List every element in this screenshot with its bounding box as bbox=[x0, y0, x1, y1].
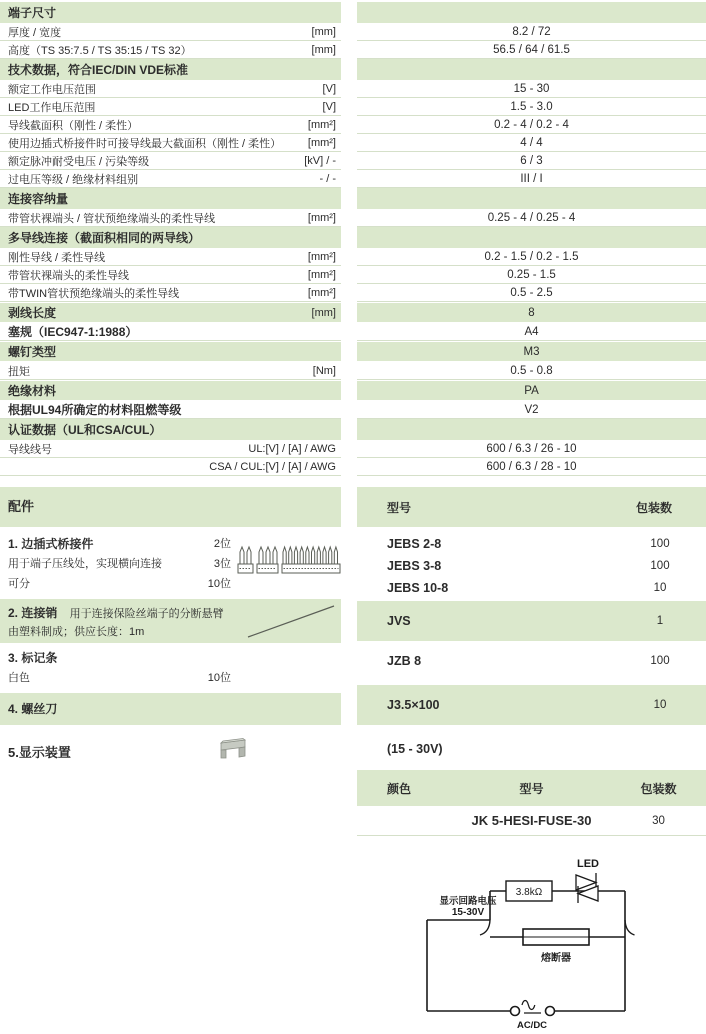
spec-value: 1.5 - 3.0 bbox=[510, 100, 553, 113]
model-row bbox=[357, 738, 706, 760]
spec-value: 15 - 30 bbox=[513, 82, 550, 95]
model-qty: 100 bbox=[650, 560, 670, 572]
fuse-label: 熔断器 bbox=[541, 953, 571, 964]
spec-label: 认证数据（UL和CSA/CUL） bbox=[8, 423, 162, 437]
accessory-pin bbox=[0, 599, 341, 643]
accessory-pin-material: 由塑料制成；供应长度：1m bbox=[8, 626, 145, 638]
bridge-pos-10: 10位 bbox=[207, 578, 231, 590]
spec-row bbox=[0, 284, 706, 302]
spec-label: 额定脉冲耐受电压 / 污染等级 bbox=[8, 155, 150, 168]
spec-value: 56.5 / 64 / 61.5 bbox=[493, 43, 570, 56]
spec-unit: [mm] bbox=[311, 43, 336, 56]
spec-row bbox=[0, 342, 706, 361]
fuse-qty-column-header: 包装数 bbox=[640, 781, 677, 796]
spec-label: 绝缘材料 bbox=[8, 384, 57, 398]
spec-unit: - / - bbox=[319, 172, 336, 185]
spec-label: 额定工作电压范围 bbox=[8, 83, 96, 96]
spec-value: 0.2 - 4 / 0.2 - 4 bbox=[494, 118, 569, 131]
spec-unit: [V] bbox=[322, 82, 336, 95]
accessory-bridge-divisible: 可分 bbox=[8, 578, 30, 590]
model-name: JEBS 10-8 bbox=[387, 581, 449, 595]
model-row bbox=[357, 577, 706, 599]
model-row bbox=[357, 650, 706, 672]
led-label: LED bbox=[577, 858, 599, 870]
spec-value: 0.25 - 1.5 bbox=[507, 268, 556, 281]
model-name: JVS bbox=[387, 614, 411, 628]
spec-value: 4 / 4 bbox=[520, 136, 543, 149]
spec-unit: [Nm] bbox=[312, 364, 336, 377]
model-group bbox=[357, 650, 706, 672]
spec-unit: [mm] bbox=[311, 25, 336, 38]
spec-row bbox=[0, 401, 706, 419]
fuse-qty: 30 bbox=[652, 814, 665, 827]
fuse-model: JK 5-HESI-FUSE-30 bbox=[471, 813, 592, 828]
voltage-label-line1: 显示回路电压 bbox=[439, 896, 497, 907]
spec-value: III / I bbox=[520, 172, 543, 185]
spec-row bbox=[0, 98, 706, 116]
model-group bbox=[357, 533, 706, 599]
spec-value: M3 bbox=[523, 345, 540, 358]
spec-label: 过电压等级 / 绝缘材料组别 bbox=[8, 173, 139, 186]
accessories-right-column bbox=[357, 487, 706, 836]
model-row bbox=[357, 555, 706, 577]
spec-row bbox=[0, 419, 706, 440]
accessory-display bbox=[0, 737, 341, 763]
spec-table bbox=[0, 2, 706, 476]
spec-row bbox=[0, 440, 706, 458]
accessories-header: 配件 bbox=[0, 487, 341, 527]
spec-value: PA bbox=[524, 384, 539, 397]
model-group bbox=[357, 601, 706, 641]
accessories-section bbox=[0, 487, 706, 836]
spec-unit: [mm²] bbox=[307, 211, 336, 224]
accessory-bridge-title: 1. 边插式桥接件 bbox=[8, 536, 94, 551]
accessory-pin-desc: 用于连接保险丝端子的分断悬臂 bbox=[69, 608, 224, 620]
spec-label: 根据UL94所确定的材料阻燃等级 bbox=[8, 403, 182, 417]
accessory-marker-title: 3. 标记条 bbox=[8, 651, 58, 665]
spec-value: 6 / 3 bbox=[520, 154, 543, 167]
spec-label: 带管状裸端头的柔性导线 bbox=[8, 269, 129, 282]
accessory-screwdriver bbox=[0, 693, 341, 725]
model-name: J3.5×100 bbox=[387, 698, 440, 712]
model-table-header bbox=[357, 487, 706, 527]
spec-row bbox=[0, 116, 706, 134]
spec-label: 导线截面积（刚性 / 柔性） bbox=[8, 119, 139, 132]
spec-label: 导线线号 bbox=[8, 443, 52, 456]
spec-row bbox=[0, 59, 706, 80]
spec-row bbox=[0, 227, 706, 248]
spec-row bbox=[0, 209, 706, 227]
spec-unit: [mm] bbox=[311, 306, 336, 319]
model-group bbox=[357, 685, 706, 725]
spec-value: 0.25 - 4 / 0.25 - 4 bbox=[487, 211, 576, 224]
spec-unit: [kV] / - bbox=[304, 154, 336, 167]
spec-label: 端子尺寸 bbox=[8, 6, 57, 20]
marker-pos-10: 10位 bbox=[207, 672, 231, 684]
spec-unit: UL:[V] / [A] / AWG bbox=[248, 442, 336, 455]
spec-label: 塞规（IEC947-1:1988） bbox=[8, 325, 138, 339]
spec-label: 多导线连接（截面积相同的两导线） bbox=[8, 231, 201, 245]
model-row bbox=[357, 610, 706, 632]
fuse-table-row bbox=[357, 806, 706, 836]
source-label: AC/DC bbox=[516, 1020, 548, 1031]
model-row bbox=[357, 533, 706, 555]
spec-value: 8 bbox=[528, 306, 535, 319]
model-qty: 1 bbox=[656, 615, 664, 627]
spec-value: 0.5 - 2.5 bbox=[510, 286, 553, 299]
model-group bbox=[357, 738, 706, 760]
accessory-pin-title: 2. 连接销 bbox=[8, 606, 58, 620]
spec-value: 0.2 - 1.5 / 0.2 - 1.5 bbox=[484, 250, 579, 263]
model-name: JEBS 3-8 bbox=[387, 559, 442, 573]
spec-label: 技术数据，符合IEC/DIN VDE标准 bbox=[8, 63, 189, 77]
spec-label: 高度（TS 35:7.5 / TS 35:15 / TS 32） bbox=[8, 44, 192, 57]
spec-unit: [V] bbox=[322, 100, 336, 113]
spec-label: LED工作电压范围 bbox=[8, 101, 96, 114]
model-row bbox=[357, 694, 706, 716]
spec-label: 带TWIN管状预绝缘端头的柔性导线 bbox=[8, 287, 180, 300]
accessory-display-title: 5.显示装置 bbox=[8, 745, 71, 760]
bridge-pos-2: 2位 bbox=[213, 538, 231, 550]
resistor-value: 3.8kΩ bbox=[515, 887, 543, 898]
spec-value: 600 / 6.3 / 26 - 10 bbox=[486, 442, 577, 455]
voltage-label-line2: 15-30V bbox=[451, 907, 485, 918]
spec-label: 连接容纳量 bbox=[8, 192, 69, 206]
spec-value: 8.2 / 72 bbox=[512, 25, 551, 38]
spec-row bbox=[0, 188, 706, 209]
connecting-pin-icon bbox=[245, 601, 337, 646]
accessory-screwdriver-title: 4. 螺丝刀 bbox=[8, 702, 58, 716]
bridge-comb-icon bbox=[237, 543, 341, 580]
accessory-bridge bbox=[0, 533, 341, 593]
spec-row bbox=[0, 152, 706, 170]
bridge-pos-3: 3位 bbox=[213, 558, 231, 570]
spec-unit: [mm²] bbox=[307, 286, 336, 299]
accessory-marker-color: 白色 bbox=[8, 672, 30, 684]
spec-unit: CSA / CUL:[V] / [A] / AWG bbox=[209, 460, 336, 473]
spec-row bbox=[0, 80, 706, 98]
model-qty: 100 bbox=[650, 655, 670, 667]
spec-row bbox=[0, 458, 706, 476]
spec-label: 剥线长度 bbox=[8, 306, 57, 320]
spec-unit: [mm²] bbox=[307, 136, 336, 149]
model-name: (15 - 30V) bbox=[387, 742, 443, 756]
spec-row bbox=[0, 266, 706, 284]
spec-row bbox=[0, 303, 706, 322]
display-device-icon bbox=[218, 737, 341, 766]
model-name: JZB 8 bbox=[387, 654, 422, 668]
fuse-model-column-header: 型号 bbox=[519, 781, 544, 796]
accessory-marker bbox=[0, 649, 341, 687]
model-qty: 10 bbox=[653, 582, 667, 594]
spec-row bbox=[0, 23, 706, 41]
spec-unit: [mm²] bbox=[307, 250, 336, 263]
spec-row bbox=[0, 2, 706, 23]
model-qty: 10 bbox=[653, 699, 667, 711]
spec-label: 螺钉类型 bbox=[8, 345, 57, 359]
spec-label: 扭矩 bbox=[8, 365, 30, 378]
spec-row bbox=[0, 170, 706, 188]
spec-row bbox=[0, 323, 706, 341]
qty-column-header: 包装数 bbox=[635, 500, 672, 515]
spec-value: 0.5 - 0.8 bbox=[510, 364, 553, 377]
color-column-header: 颜色 bbox=[387, 781, 412, 796]
accessories-left-column bbox=[0, 487, 341, 836]
spec-row bbox=[0, 381, 706, 400]
spec-row bbox=[0, 248, 706, 266]
model-qty: 100 bbox=[650, 538, 670, 550]
spec-value: A4 bbox=[524, 325, 539, 338]
model-name: JEBS 2-8 bbox=[387, 537, 442, 551]
spec-value: V2 bbox=[524, 403, 539, 416]
spec-row bbox=[0, 134, 706, 152]
spec-label: 厚度 / 宽度 bbox=[8, 26, 62, 39]
spec-row bbox=[0, 362, 706, 380]
fuse-table-header bbox=[357, 770, 706, 806]
spec-row bbox=[0, 41, 706, 59]
spec-label: 使用边插式桥接件时可接导线最大截面积（刚性 / 柔性） bbox=[8, 137, 282, 150]
circuit-diagram bbox=[416, 858, 706, 1034]
spec-label: 刚性导线 / 柔性导线 bbox=[8, 251, 106, 264]
spec-label: 带管状裸端头 / 管状预绝缘端头的柔性导线 bbox=[8, 212, 216, 225]
spec-value: 600 / 6.3 / 28 - 10 bbox=[486, 460, 577, 473]
spec-unit: [mm²] bbox=[307, 118, 336, 131]
model-table-body bbox=[357, 533, 706, 760]
fuse-table bbox=[357, 770, 706, 836]
accessory-bridge-desc: 用于端子压线处，实现横向连接 bbox=[8, 558, 162, 570]
spec-unit: [mm²] bbox=[307, 268, 336, 281]
model-column-header: 型号 bbox=[387, 500, 412, 515]
